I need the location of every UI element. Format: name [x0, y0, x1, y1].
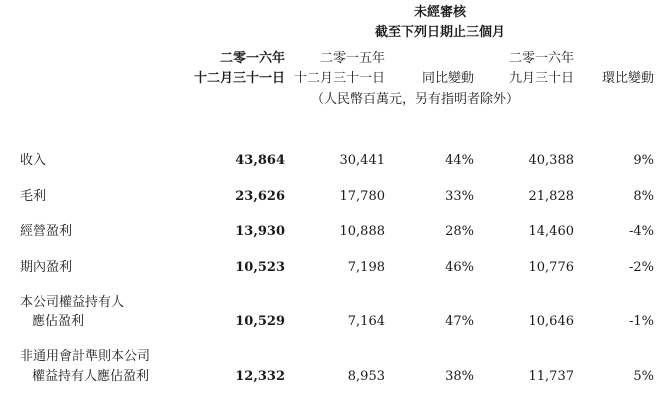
row-label-attributable-profit-line2: 應佔盈利	[32, 314, 85, 329]
col-header-yoy: 同比變動	[421, 71, 474, 86]
col-header-qoq: 環比變動	[601, 71, 654, 86]
header-title-unaudited: 未經審核	[413, 5, 466, 20]
cell-period-profit-q4-2015: 7,198	[347, 260, 385, 275]
cell-gross-profit-q4-2015: 17,780	[339, 189, 385, 204]
row-label-period-profit: 期內盈利	[20, 260, 73, 275]
cell-attributable-profit-qoq: -1%	[628, 314, 654, 329]
row-label-non-ifrs-profit-line2: 權益持有人應佔盈利	[32, 369, 150, 384]
cell-non-ifrs-profit-yoy: 38%	[445, 369, 474, 384]
cell-attributable-profit-q4-2016: 10,529	[235, 314, 285, 329]
cell-revenue-qoq: 9%	[633, 153, 654, 168]
cell-operating-profit-qoq: -4%	[628, 224, 654, 239]
cell-non-ifrs-profit-q4-2016: 12,332	[235, 369, 285, 384]
row-label-operating-profit: 經營盈利	[20, 224, 73, 239]
cell-period-profit-q3-2016: 10,776	[528, 260, 574, 275]
row-label-revenue: 收入	[20, 153, 47, 168]
cell-operating-profit-q3-2016: 14,460	[528, 224, 574, 239]
col-header-q3-2016-date: 九月三十日	[508, 71, 574, 86]
col-header-q4-2015-year: 二零一五年	[319, 51, 385, 66]
cell-operating-profit-q4-2016: 13,930	[235, 224, 285, 239]
cell-non-ifrs-profit-qoq: 5%	[633, 369, 654, 384]
cell-period-profit-q4-2016: 10,523	[235, 260, 285, 275]
cell-non-ifrs-profit-q4-2015: 8,953	[347, 369, 385, 384]
col-header-q4-2015-date: 十二月三十一日	[293, 71, 385, 86]
cell-revenue-q4-2015: 30,441	[339, 153, 385, 168]
cell-operating-profit-yoy: 28%	[445, 224, 474, 239]
row-label-non-ifrs-profit: 非通用會計準則本公司	[20, 349, 151, 364]
cell-revenue-q4-2016: 43,864	[235, 153, 285, 168]
cell-gross-profit-q3-2016: 21,828	[528, 189, 574, 204]
cell-gross-profit-q4-2016: 23,626	[235, 189, 285, 204]
cell-gross-profit-qoq: 8%	[633, 189, 654, 204]
header-title-period: 截至下列日期止三個月	[374, 25, 505, 40]
row-label-attributable-profit: 本公司權益持有人	[20, 295, 125, 310]
col-header-q4-2016-year: 二零一六年	[219, 51, 285, 66]
row-label-gross-profit: 毛利	[20, 189, 47, 204]
cell-attributable-profit-q3-2016: 10,646	[528, 314, 574, 329]
cell-operating-profit-q4-2015: 10,888	[339, 224, 385, 239]
cell-attributable-profit-yoy: 47%	[445, 314, 474, 329]
cell-attributable-profit-q4-2015: 7,164	[347, 314, 385, 329]
cell-revenue-q3-2016: 40,388	[528, 153, 574, 168]
cell-gross-profit-yoy: 33%	[445, 189, 474, 204]
cell-revenue-yoy: 44%	[445, 153, 474, 168]
col-header-q4-2016-date: 十二月三十一日	[193, 71, 285, 86]
unit-note: （人民幣百萬元，另有指明者除外）	[310, 92, 519, 107]
cell-non-ifrs-profit-q3-2016: 11,737	[528, 369, 574, 384]
cell-period-profit-qoq: -2%	[628, 260, 654, 275]
col-header-q3-2016-year: 二零一六年	[508, 51, 574, 66]
cell-period-profit-yoy: 46%	[445, 260, 474, 275]
